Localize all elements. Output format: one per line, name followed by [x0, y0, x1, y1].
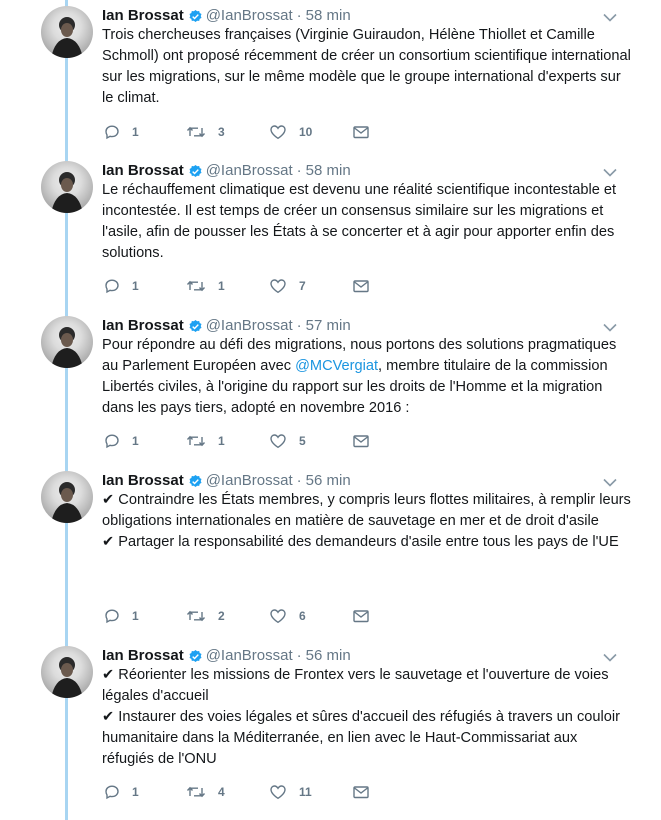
- reply-count: 1: [132, 785, 139, 799]
- tweet-text-line: Le réchauffement climatique est devenu une réalité scientifique incontestable et incontestée. Il est temps de créer un consensus similaire sur les migrations et l'asile, afin de pousser les États à se concerter et à agir pour apporter enfin des solutions.: [102, 182, 617, 261]
- retweet-count: 1: [218, 434, 225, 448]
- chevron-down-icon[interactable]: [603, 653, 617, 662]
- like-count: 6: [299, 609, 306, 623]
- direct-message-button[interactable]: [352, 783, 370, 801]
- reply-count: 1: [132, 125, 139, 139]
- reply-icon: [104, 433, 120, 449]
- direct-message-button[interactable]: [352, 123, 370, 141]
- retweet-icon: [186, 433, 206, 449]
- envelope-icon: [352, 433, 370, 449]
- reply-button[interactable]: [104, 607, 139, 625]
- separator-dot: ·: [296, 7, 302, 24]
- separator-dot: ·: [296, 647, 302, 664]
- retweet-button[interactable]: [186, 607, 225, 625]
- retweet-icon: [186, 608, 206, 624]
- avatar[interactable]: [41, 6, 93, 58]
- reply-count: 1: [132, 609, 139, 623]
- verified-badge-icon: [188, 9, 203, 24]
- retweet-count: 3: [218, 125, 225, 139]
- reply-button[interactable]: [104, 783, 139, 801]
- tweet-header: [102, 161, 351, 181]
- chevron-down-icon[interactable]: [603, 168, 617, 177]
- chevron-down-icon[interactable]: [603, 478, 617, 487]
- reply-count: 1: [132, 434, 139, 448]
- like-count: 11: [299, 785, 312, 799]
- separator-dot: ·: [296, 317, 302, 334]
- tweet[interactable]: [0, 6, 661, 156]
- direct-message-button[interactable]: [352, 432, 370, 450]
- tweet-text-line: [102, 335, 632, 419]
- tweet-text: [102, 665, 632, 770]
- reply-icon: [104, 278, 120, 294]
- author-name[interactable]: Ian Brossat: [102, 647, 184, 664]
- retweet-icon: [186, 784, 206, 800]
- author-handle[interactable]: @IanBrossat: [205, 7, 293, 24]
- heart-icon: [269, 784, 287, 800]
- direct-message-button[interactable]: [352, 607, 370, 625]
- retweet-count: 1: [218, 279, 225, 293]
- retweet-button[interactable]: [186, 783, 225, 801]
- tweet-header: [102, 646, 351, 666]
- author-handle[interactable]: @IanBrossat: [205, 647, 293, 664]
- like-count: 7: [299, 279, 306, 293]
- author-name[interactable]: Ian Brossat: [102, 7, 184, 24]
- reply-button[interactable]: [104, 432, 139, 450]
- reply-icon: [104, 608, 120, 624]
- tweet-header: [102, 316, 351, 336]
- retweet-button[interactable]: [186, 123, 225, 141]
- tweet[interactable]: [0, 161, 661, 311]
- like-button[interactable]: [269, 277, 306, 295]
- envelope-icon: [352, 608, 370, 624]
- tweet-text-line: ✔ Contraindre les États membres, y compris leurs flottes militaires, à remplir leurs obligations internationales en matière de sauvetage en mer et de droit d'asile: [102, 492, 631, 529]
- like-count: 10: [299, 125, 313, 139]
- heart-icon: [269, 433, 287, 449]
- retweet-button[interactable]: [186, 432, 225, 450]
- verified-badge-icon: [188, 474, 203, 489]
- author-name[interactable]: Ian Brossat: [102, 317, 184, 334]
- avatar[interactable]: [41, 316, 93, 368]
- author-name[interactable]: Ian Brossat: [102, 472, 184, 489]
- tweet-header: [102, 6, 351, 26]
- envelope-icon: [352, 124, 370, 140]
- chevron-down-icon[interactable]: [603, 323, 617, 332]
- like-count: 5: [299, 434, 306, 448]
- tweet-text-segment: Pour répondre au défi des migrations, nous portons des solutions pragmatiques au Parlement Européen avec: [102, 337, 617, 374]
- reply-icon: [104, 124, 120, 140]
- reply-button[interactable]: [104, 123, 139, 141]
- like-button[interactable]: [269, 607, 306, 625]
- like-button[interactable]: [269, 783, 312, 801]
- tweet-text-line: ✔ Instaurer des voies légales et sûres d'accueil des réfugiés à travers un couloir humanitaire dans la Méditerranée, en lien avec le Haut-Commissariat aux réfugiés de l'ONU: [102, 709, 620, 767]
- tweet-timestamp[interactable]: 57 min: [305, 317, 351, 334]
- direct-message-button[interactable]: [352, 277, 370, 295]
- avatar[interactable]: [41, 646, 93, 698]
- heart-icon: [269, 124, 287, 140]
- verified-badge-icon: [188, 649, 203, 664]
- separator-dot: ·: [296, 162, 302, 179]
- like-button[interactable]: [269, 123, 312, 141]
- retweet-icon: [186, 278, 206, 294]
- envelope-icon: [352, 278, 370, 294]
- like-button[interactable]: [269, 432, 306, 450]
- avatar[interactable]: [41, 161, 93, 213]
- avatar[interactable]: [41, 471, 93, 523]
- retweet-count: 4: [218, 785, 225, 799]
- reply-count: 1: [132, 279, 139, 293]
- tweet-timestamp[interactable]: 56 min: [305, 472, 351, 489]
- heart-icon: [269, 608, 287, 624]
- tweet[interactable]: [0, 646, 661, 816]
- tweet-timestamp[interactable]: 58 min: [305, 162, 351, 179]
- tweet-text: [102, 335, 632, 419]
- verified-badge-icon: [188, 164, 203, 179]
- retweet-count: 2: [218, 609, 225, 623]
- chevron-down-icon[interactable]: [603, 13, 617, 22]
- tweet-text: [102, 490, 632, 553]
- retweet-icon: [186, 124, 206, 140]
- reply-button[interactable]: [104, 277, 139, 295]
- tweet-text-line: Trois chercheuses françaises (Virginie Guiraudon, Hélène Thiollet et Camille Schmoll) ont proposé récemment de créer un consortium scientifique international sur les migrations, sur le même modèle que le groupe international d'experts sur le climat.: [102, 27, 631, 106]
- tweet-text: [102, 180, 632, 264]
- author-name[interactable]: Ian Brossat: [102, 162, 184, 179]
- envelope-icon: [352, 784, 370, 800]
- tweet-text: [102, 25, 632, 109]
- author-handle[interactable]: @IanBrossat: [205, 162, 293, 179]
- tweet[interactable]: [0, 316, 661, 466]
- tweet[interactable]: [0, 471, 661, 641]
- tweet-timestamp[interactable]: 56 min: [305, 647, 351, 664]
- tweet-header: [102, 471, 351, 491]
- author-handle[interactable]: @IanBrossat: [205, 317, 293, 334]
- verified-badge-icon: [188, 319, 203, 334]
- tweet-text-line: ✔ Partager la responsabilité des demandeurs d'asile entre tous les pays de l'UE: [102, 534, 619, 550]
- author-handle[interactable]: @IanBrossat: [205, 472, 293, 489]
- separator-dot: ·: [296, 472, 302, 489]
- tweet-timestamp[interactable]: 58 min: [305, 7, 351, 24]
- reply-icon: [104, 784, 120, 800]
- retweet-button[interactable]: [186, 277, 225, 295]
- tweet-text-segment: , membre titulaire de la commission Libertés civiles, à l'origine du rapport sur les droits de l'Homme et la migration dans les pays tiers, adopté en novembre 2016 :: [102, 358, 608, 416]
- heart-icon: [269, 278, 287, 294]
- tweet-text-line: ✔ Réorienter les missions de Frontex vers le sauvetage et l'ouverture de voies légales d'accueil: [102, 667, 609, 704]
- mention-link[interactable]: @MCVergiat: [295, 358, 379, 374]
